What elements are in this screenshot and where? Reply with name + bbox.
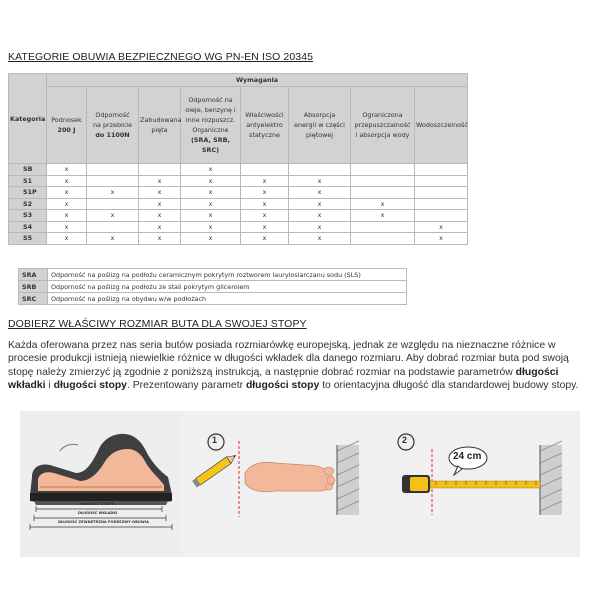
measurement-value: 24 cm: [453, 451, 482, 462]
table-row: S4 x x x x x x: [9, 221, 468, 233]
col-antistatic: Właściwości antyelektro statyczne: [241, 87, 289, 164]
table-cell: x: [47, 187, 87, 199]
table-row: S2 x x x x x x: [9, 198, 468, 210]
table-cell: [87, 164, 139, 176]
table-cell: [415, 175, 468, 187]
table-cell: [289, 164, 351, 176]
sole-length-label: DŁUGOŚĆ ZEWNĘTRZNA PODESZWY OBUWIA: [58, 520, 149, 524]
col-energy-absorption: Absorpcja energii w części piętowej: [289, 87, 351, 164]
category-header: Kategoria: [9, 74, 47, 164]
tape-measure-illustration: [376, 411, 580, 557]
requirements-group-header: Wymagania: [47, 74, 468, 87]
table-cell: x: [181, 175, 241, 187]
table-row: S1 x x x x x: [9, 175, 468, 187]
foot-length-label: DŁUGOŚĆ STOPY: [80, 502, 114, 506]
table-cell: x: [47, 175, 87, 187]
table-cell: x: [139, 187, 181, 199]
step2-measure-diagram: [376, 411, 580, 557]
table-cell: [87, 198, 139, 210]
step2-number: 2: [402, 435, 408, 445]
table-cell: x: [241, 175, 289, 187]
table-cell: x: [181, 233, 241, 245]
table-cell: [87, 221, 139, 233]
table-cell: x: [289, 233, 351, 245]
table-cell: [351, 187, 415, 199]
table-cell: [241, 164, 289, 176]
legend-row: SRA Odporność na poślizg na podłożu ceramicznym pokrytym roztworem laurylosiarczanu sodu (SLS): [19, 269, 407, 281]
table-cell: x: [181, 198, 241, 210]
shoe-length-diagram: [20, 411, 179, 557]
table-cell: [87, 175, 139, 187]
table-cell: x: [289, 210, 351, 222]
foot-trace-illustration: [179, 411, 376, 557]
step1-trace-diagram: [179, 411, 376, 557]
table-cell: x: [181, 187, 241, 199]
legend-row: SRB Odporność na poślizg na podłożu ze stali pokrytym glicerolem: [19, 281, 407, 293]
table-cell: x: [139, 221, 181, 233]
table-cell: [351, 221, 415, 233]
table-cell: [415, 198, 468, 210]
table-cell: x: [47, 198, 87, 210]
table-cell: x: [289, 175, 351, 187]
table-cell: x: [241, 233, 289, 245]
shoe-illustration: [20, 411, 179, 557]
table-cell: [351, 233, 415, 245]
requirements-table: [8, 73, 468, 245]
insole-length-label: DŁUGOŚĆ WKŁADKI: [78, 511, 118, 515]
table-cell: [415, 164, 468, 176]
table-cell: x: [241, 187, 289, 199]
categories-heading: KATEGORIE OBUWIA BEZPIECZNEGO WG PN-EN ISO 20345: [8, 51, 314, 63]
table-cell: x: [415, 221, 468, 233]
table-cell: x: [47, 210, 87, 222]
table-cell: x: [415, 233, 468, 245]
table-cell: x: [87, 210, 139, 222]
table-row: S1P x x x x x x: [9, 187, 468, 199]
table-cell: x: [47, 233, 87, 245]
size-heading: DOBIERZ WŁAŚCIWY ROZMIAR BUTA DLA SWOJEJ STOPY: [8, 318, 307, 330]
col-waterproof: Wodoszczelność: [415, 87, 468, 164]
slip-resistance-legend: [18, 268, 407, 305]
table-cell: x: [181, 164, 241, 176]
table-cell: x: [47, 221, 87, 233]
col-toe-cap: Podnosek 200 J: [47, 87, 87, 164]
table-cell: [139, 164, 181, 176]
table-cell: x: [351, 198, 415, 210]
table-cell: x: [139, 198, 181, 210]
table-cell: x: [241, 221, 289, 233]
table-cell: x: [241, 210, 289, 222]
legend-row: SRC Odporność na poślizg na obydwu w/w podłożach: [19, 293, 407, 305]
table-cell: x: [181, 221, 241, 233]
table-cell: x: [241, 198, 289, 210]
col-oil-resistance: Odporność na oleje, benzynę i inne rozpuszcz. Organiczne (SRA, SRB, SRC): [181, 87, 241, 164]
table-row: SB x x: [9, 164, 468, 176]
table-row: S3 x x x x x x x: [9, 210, 468, 222]
table-cell: [415, 187, 468, 199]
col-penetration: Odporność na przebicie do 1100N: [87, 87, 139, 164]
table-cell: [351, 175, 415, 187]
table-cell: x: [289, 198, 351, 210]
table-cell: x: [289, 221, 351, 233]
table-row: S5 x x x x x x x: [9, 233, 468, 245]
table-cell: x: [47, 164, 87, 176]
table-cell: x: [181, 210, 241, 222]
col-heel: Zabudowana pięta: [139, 87, 181, 164]
table-cell: x: [289, 187, 351, 199]
col-water-penetration: Ograniczona przepuszczalność i absorpcja wody: [351, 87, 415, 164]
table-cell: x: [139, 233, 181, 245]
size-instructions: Każda oferowana przez nas seria butów posiada rozmiarówkę europejską, jednak ze względu na nieznaczne różnice w procesie produkcji istnieją niewielkie różnice w długości wkładek dla danego rozmiaru. Aby dobrać rozmiar buta pod swoją stopę należy zmierzyć ją zgodnie z poniższą instrukcją, a następnie dobrać rozmiar na podstawie parametrów długości wkładki i długości stopy. Prezentowany parametr długości stopy to orientacyjna długość dla standardowej budowy stopy.: [8, 340, 579, 391]
table-cell: [351, 164, 415, 176]
table-cell: x: [351, 210, 415, 222]
table-cell: x: [87, 187, 139, 199]
table-cell: [415, 210, 468, 222]
table-cell: x: [87, 233, 139, 245]
step1-number: 1: [212, 435, 218, 445]
table-cell: x: [139, 175, 181, 187]
table-cell: x: [139, 210, 181, 222]
